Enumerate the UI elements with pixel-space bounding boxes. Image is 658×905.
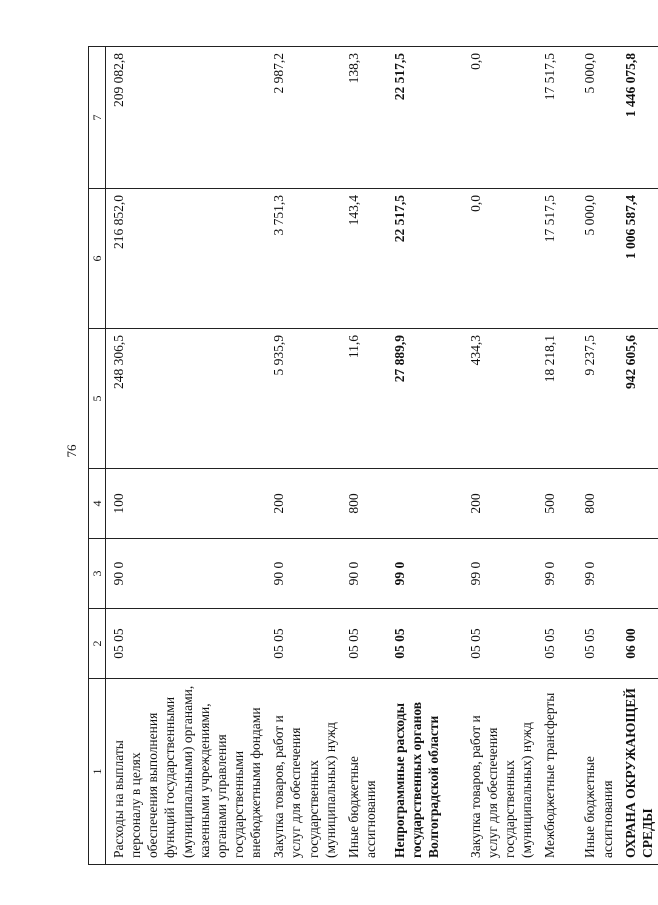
target-code-cell: 99 0 (387, 539, 463, 609)
expense-type-cell: 800 (577, 469, 617, 539)
target-code-cell: 90 0 (341, 539, 387, 609)
row-name-cell: Иные бюджетные ассигнования (577, 679, 617, 865)
value-cell: 5 000,0 (577, 47, 617, 189)
section-code-cell: 05 05 (341, 609, 387, 679)
value-cell: 0,0 (463, 189, 538, 329)
table-row (266, 47, 341, 865)
value-cell: 11,6 (341, 329, 387, 469)
section-code-cell: 05 05 (387, 609, 463, 679)
row-name-cell: Иные бюджетные ассигнования (341, 679, 387, 865)
table-row (618, 47, 658, 865)
target-code-cell: 90 0 (266, 539, 341, 609)
table-row (463, 47, 538, 865)
section-code-cell: 05 05 (463, 609, 538, 679)
value-cell: 3 751,3 (266, 189, 341, 329)
table-row (537, 47, 577, 865)
table-row (341, 47, 387, 865)
row-name-cell: Расходы на выплаты персоналу в целях обеспечения выполнения функций государственными (муниципальными) органами, казенными учреждениями, органами управления государственными внебюджетными фондами (106, 679, 267, 865)
expense-type-cell: 800 (341, 469, 387, 539)
column-header: 3 (89, 539, 106, 609)
page-number: 76 (64, 444, 79, 458)
value-cell: 143,4 (341, 189, 387, 329)
value-cell: 209 082,8 (106, 47, 267, 189)
budget-table-container (88, 47, 655, 865)
target-code-cell: 99 0 (537, 539, 577, 609)
table-row (577, 47, 617, 865)
value-cell: 22 517,5 (387, 47, 463, 189)
value-cell: 17 517,5 (537, 189, 577, 329)
expense-type-cell (618, 469, 658, 539)
row-name-cell: ОХРАНА ОКРУЖАЮЩЕЙ СРЕДЫ (618, 679, 658, 865)
value-cell: 248 306,5 (106, 329, 267, 469)
section-code-cell: 05 05 (577, 609, 617, 679)
value-cell: 18 218,1 (537, 329, 577, 469)
value-cell: 5 935,9 (266, 329, 341, 469)
row-name-cell: Непрограммные расходы государственных органов Волгоградской области (387, 679, 463, 865)
expense-type-cell (387, 469, 463, 539)
expense-type-cell: 200 (463, 469, 538, 539)
value-cell: 27 889,9 (387, 329, 463, 469)
expense-type-cell: 200 (266, 469, 341, 539)
target-code-cell: 99 0 (463, 539, 538, 609)
row-name-cell: Закупка товаров, работ и услуг для обеспечения государственных (муниципальных) нужд (266, 679, 341, 865)
value-cell: 0,0 (463, 47, 538, 189)
value-cell: 942 605,6 (618, 329, 658, 469)
table-header-row (89, 47, 106, 865)
expense-type-cell: 500 (537, 469, 577, 539)
section-code-cell: 05 05 (266, 609, 341, 679)
section-code-cell: 06 00 (618, 609, 658, 679)
column-header: 2 (89, 609, 106, 679)
value-cell: 138,3 (341, 47, 387, 189)
budget-table (88, 46, 658, 865)
target-code-cell: 90 0 (106, 539, 267, 609)
column-header: 6 (89, 189, 106, 329)
value-cell: 5 000,0 (577, 189, 617, 329)
column-header: 4 (89, 469, 106, 539)
table-row (106, 47, 267, 865)
value-cell: 434,3 (463, 329, 538, 469)
section-code-cell: 05 05 (106, 609, 267, 679)
value-cell: 17 517,5 (537, 47, 577, 189)
column-header: 1 (89, 679, 106, 865)
value-cell: 1 006 587,4 (618, 189, 658, 329)
row-name-cell: Закупка товаров, работ и услуг для обеспечения государственных (муниципальных) нужд (463, 679, 538, 865)
value-cell: 2 987,2 (266, 47, 341, 189)
value-cell: 9 237,5 (577, 329, 617, 469)
expense-type-cell: 100 (106, 469, 267, 539)
column-header: 5 (89, 329, 106, 469)
row-name-cell: Межбюджетные трансферты (537, 679, 577, 865)
value-cell: 22 517,5 (387, 189, 463, 329)
table-row (387, 47, 463, 865)
target-code-cell: 99 0 (577, 539, 617, 609)
target-code-cell (618, 539, 658, 609)
value-cell: 216 852,0 (106, 189, 267, 329)
value-cell: 1 446 075,8 (618, 47, 658, 189)
column-header: 7 (89, 47, 106, 189)
section-code-cell: 05 05 (537, 609, 577, 679)
